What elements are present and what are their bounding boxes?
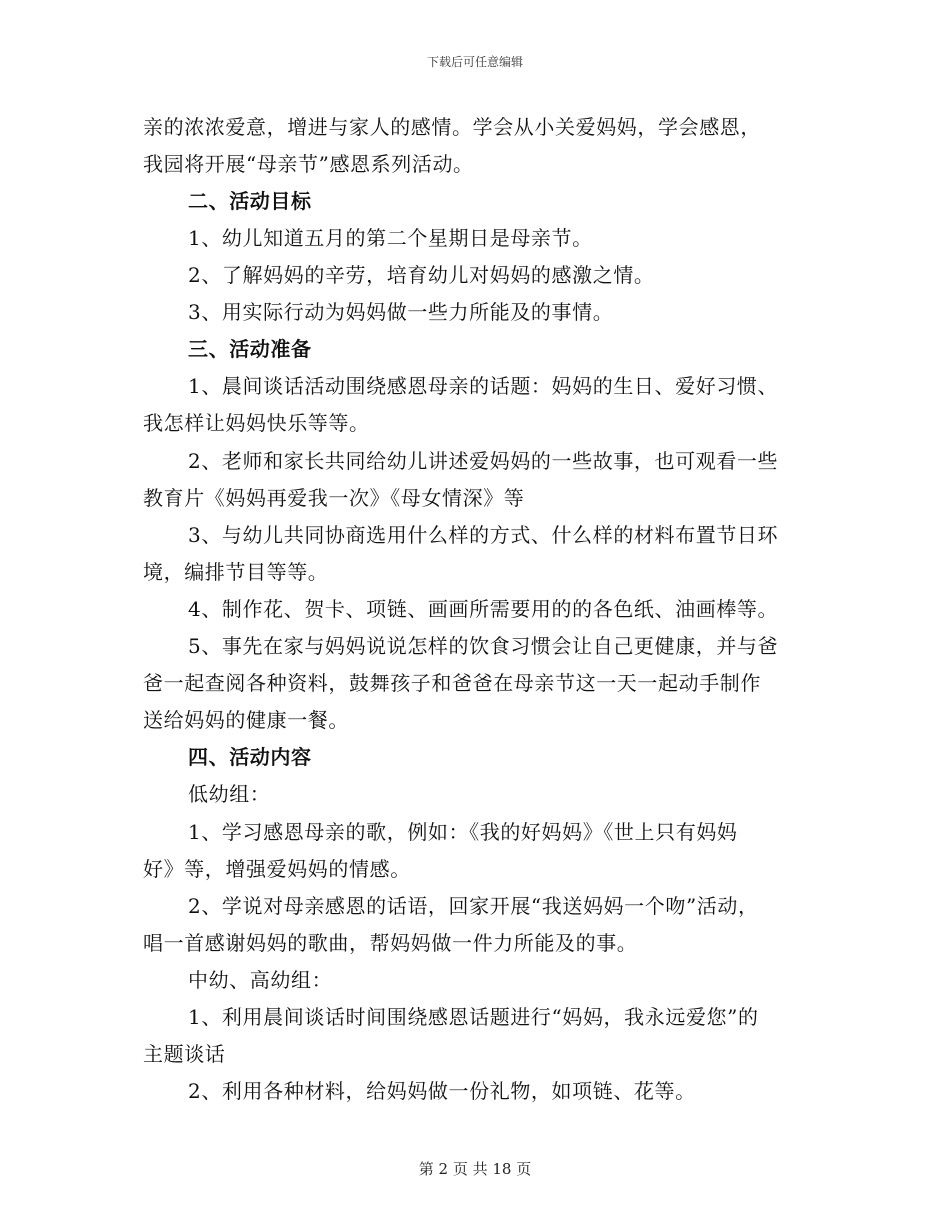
body-line: 唱一首感谢妈妈的歌曲，帮妈妈做一件力所能及的事。 xyxy=(143,931,638,955)
section-heading: 三、活动准备 xyxy=(188,337,312,361)
body-line: 我园将开展“母亲节”感恩系列活动。 xyxy=(143,152,474,176)
section-heading: 二、活动目标 xyxy=(188,189,312,213)
body-line: 教育片《妈妈再爱我一次》《母女情深》等 xyxy=(143,486,525,510)
body-line: 1、幼儿知道五月的第二个星期日是母亲节。 xyxy=(188,226,593,250)
body-line: 亲的浓浓爱意，增进与家人的感情。学会从小关爱妈妈，学会感恩， xyxy=(143,115,761,139)
body-line: 低幼组： xyxy=(188,782,271,806)
body-line: 3、用实际行动为妈妈做一些力所能及的事情。 xyxy=(188,300,614,324)
body-line: 4、制作花、贺卡、项链、画画所需要用的的各色纸、油画棒等。 xyxy=(188,597,779,621)
page-footer: 第 2 页 共 18 页 xyxy=(418,1160,532,1178)
body-line: 5、事先在家与妈妈说说怎样的饮食习惯会让自己更健康，并与爸 xyxy=(188,634,779,658)
body-line: 中幼、高幼组： xyxy=(188,968,333,992)
body-line: 2、学说对母亲感恩的话语，回家开展“我送妈妈一个吻”活动， xyxy=(188,894,759,918)
body-line: 2、利用各种材料，给妈妈做一份礼物，如项链、花等。 xyxy=(188,1079,696,1103)
body-line: 主题谈话 xyxy=(143,1042,226,1066)
section-heading: 四、活动内容 xyxy=(188,745,312,769)
body-line: 我怎样让妈妈快乐等等。 xyxy=(143,411,370,435)
body-line: 爸一起查阅各种资料，鼓舞孩子和爸爸在母亲节这一天一起动手制作 xyxy=(143,671,761,695)
body-line: 2、了解妈妈的辛劳，培育幼儿对妈妈的感激之情。 xyxy=(188,263,655,287)
body-line: 境，编排节目等等。 xyxy=(143,560,329,584)
page-header: 下载后可任意编辑 xyxy=(426,55,523,69)
body-line: 3、与幼儿共同协商选用什么样的方式、什么样的材料布置节日环 xyxy=(188,523,779,547)
body-line: 2、老师和家长共同给幼儿讲述爱妈妈的一些故事，也可观看一些 xyxy=(188,449,779,473)
body-line: 1、学习感恩母亲的歌，例如：《我的好妈妈》《世上只有妈妈 xyxy=(188,820,738,844)
body-line: 1、利用晨间谈话时间围绕感恩话题进行“妈妈，我永远爱您”的 xyxy=(188,1005,759,1029)
body-line: 好》等，增强爱妈妈的情感。 xyxy=(143,857,411,881)
body-line: 送给妈妈的健康一餐。 xyxy=(143,708,349,732)
body-line: 1、晨间谈话活动围绕感恩母亲的话题：妈妈的生日、爱好习惯、 xyxy=(188,374,779,398)
